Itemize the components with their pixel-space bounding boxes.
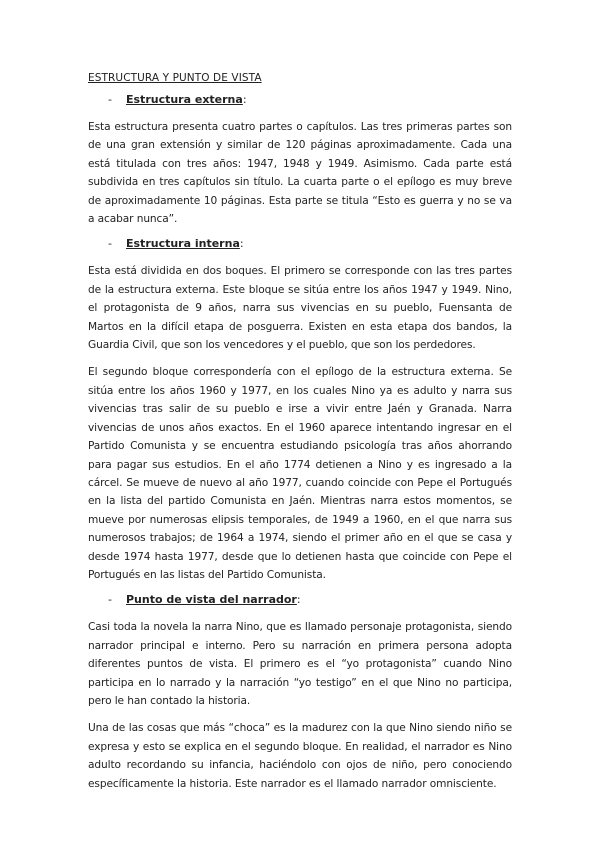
bullet-dash: -: [108, 93, 112, 106]
paragraph: Esta está dividida en dos boques. El primero se corresponde con las tres partes de la estructura externa. Este bloque se sitúa entre los años 1947 y 1949. Nino, el protagonista de 9 años, narra sus vivencias en su pueblo, Fuensanta de Martos en la difícil etapa de posguerra. Existen en esta etapa dos bandos, la Guardia Civil, que son los vencedores y el pueblo, que son los perdedores.: [88, 265, 512, 352]
section-narrator-point-of-view: [88, 593, 512, 793]
section-heading: [108, 593, 512, 606]
heading-colon: :: [296, 593, 301, 607]
paragraph: Una de las cosas que más “choca” es la madurez con la que Nino siendo niño se expresa y esto se explica en el segundo bloque. En realidad, el narrador es Nino adulto recordando su infancia, haciéndolo con ojos de niño, pero conociendo específicamente la historia. Este narrador es el llamado narrador omnisciente.: [88, 722, 512, 790]
paragraph: Casi toda la novela la narra Nino, que es llamado personaje protagonista, siendo narrador principal e interno. Pero su narración en primera persona adopta diferentes puntos de vista. El primero es el “yo protagonista” cuando Nino participa en lo narrado y la narración “yo testigo” en el que Nino no participa, pero le han contado la historia.: [88, 621, 512, 707]
document-title: ESTRUCTURA Y PUNTO DE VISTA: [88, 72, 262, 84]
bullet-dash: -: [108, 593, 112, 607]
bullet-dash: -: [108, 237, 112, 251]
section-heading: [108, 237, 512, 250]
section-internal-structure: [88, 237, 512, 584]
section-external-structure: [88, 93, 512, 228]
heading-text: Estructura externa: [126, 93, 243, 106]
section-heading: [108, 93, 512, 106]
paragraph: Esta estructura presenta cuatro partes o capítulos. Las tres primeras partes son de una gran extensión y similar de 120 páginas aproximadamente. Cada una está titulada con tres años: 1947, 1948 y 1949. Asimismo. Cada parte está subdivida en tres capítulos sin título. La cuarta parte o el epílogo es muy breve de aproximadamente 10 páginas. Esta parte se titula “Esto es guerra y no se va a acabar nunca”.: [88, 121, 512, 226]
heading-colon: :: [242, 93, 247, 106]
heading-text: Estructura interna: [126, 237, 240, 251]
heading-text: Punto de vista del narrador: [126, 593, 297, 607]
heading-colon: :: [239, 237, 244, 251]
paragraph: El segundo bloque correspondería con el epílogo de la estructura externa. Se sitúa entre los años 1960 y 1977, en los cuales Nino ya es adulto y narra sus vivencias tras salir de su pueblo e irse a vivir entre Jaén y Granada. Narra vivencias de unos años exactos. En el 1960 aparece intentando ingresar en el Partido Comunista y se encuentra estudiando psicología tras años ahorrando para pagar sus estudios. En el año 1774 detienen a Nino y es ingresado a la cárcel. Se mueve de nuevo al año 1977, cuando coincide con Pepe el Portugués en la lista del partido Comunista en Jaén. Mientras narra estos momentos, se mueve por numerosas elipsis temporales, de 1949 a 1960, en el que narra sus numerosos trabajos; de 1964 a 1974, siendo el primer año en el que se casa y desde 1974 hasta 1977, desde que lo detienen hasta que coincide con Pepe el Portugués en las listas del Partido Comunista.: [88, 366, 512, 581]
